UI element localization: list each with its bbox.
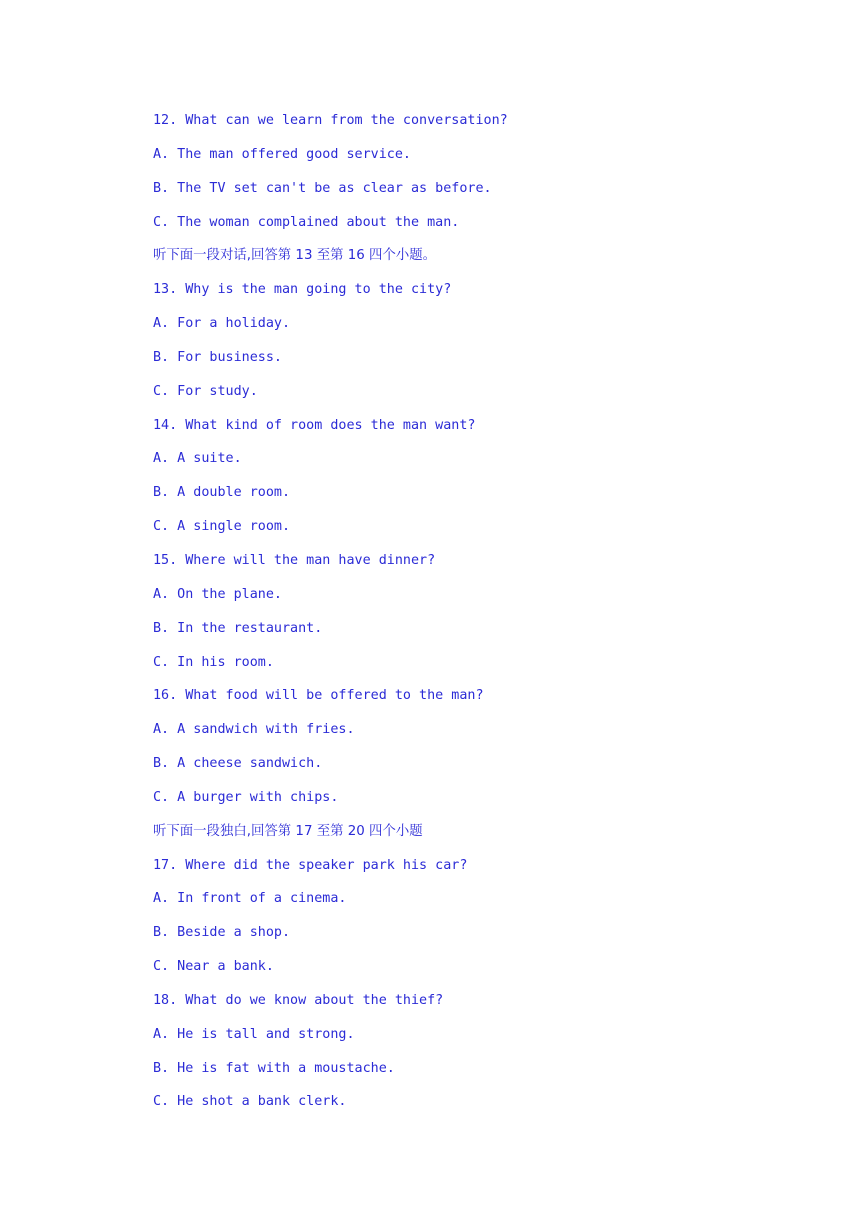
question-18: 18. What do we know about the thief?	[153, 992, 444, 1008]
section-instruction-17-20: 听下面一段独白,回答第 17 至第 20 四个小题	[153, 823, 423, 839]
option-12-a: A. The man offered good service.	[153, 146, 411, 162]
document-page	[153, 109, 773, 1124]
option-18-a: A. He is tall and strong.	[153, 1026, 355, 1042]
option-18-b: B. He is fat with a moustache.	[153, 1060, 395, 1076]
option-14-c: C. A single room.	[153, 519, 291, 535]
question-13: 13. Why is the man going to the city?	[153, 282, 452, 298]
option-12-c: C. The woman complained about the man.	[153, 214, 460, 230]
option-13-c: C. For study.	[153, 383, 258, 399]
option-17-a: A. In front of a cinema.	[153, 891, 347, 907]
option-17-c: C. Near a bank.	[153, 959, 274, 975]
option-13-a: A. For a holiday.	[153, 316, 291, 332]
question-17: 17. Where did the speaker park his car?	[153, 857, 468, 873]
option-13-b: B. For business.	[153, 349, 282, 365]
question-15: 15. Where will the man have dinner?	[153, 552, 436, 568]
option-12-b: B. The TV set can't be as clear as before.	[153, 180, 492, 196]
option-15-c: C. In his room.	[153, 654, 274, 670]
option-17-b: B. Beside a shop.	[153, 925, 291, 941]
option-16-a: A. A sandwich with fries.	[153, 722, 355, 738]
question-12: 12. What can we learn from the conversation?	[153, 113, 508, 128]
option-16-c: C. A burger with chips.	[153, 789, 339, 805]
question-14: 14. What kind of room does the man want?	[153, 417, 476, 433]
option-14-b: B. A double room.	[153, 485, 291, 501]
option-18-c: C. He shot a bank clerk.	[153, 1094, 347, 1110]
option-14-a: A. A suite.	[153, 451, 242, 467]
question-16: 16. What food will be offered to the man?	[153, 688, 484, 704]
option-16-b: B. A cheese sandwich.	[153, 756, 323, 772]
section-instruction-13-16: 听下面一段对话,回答第 13 至第 16 四个小题。	[153, 248, 436, 264]
option-15-b: B. In the restaurant.	[153, 620, 323, 636]
option-15-a: A. On the plane.	[153, 586, 282, 602]
